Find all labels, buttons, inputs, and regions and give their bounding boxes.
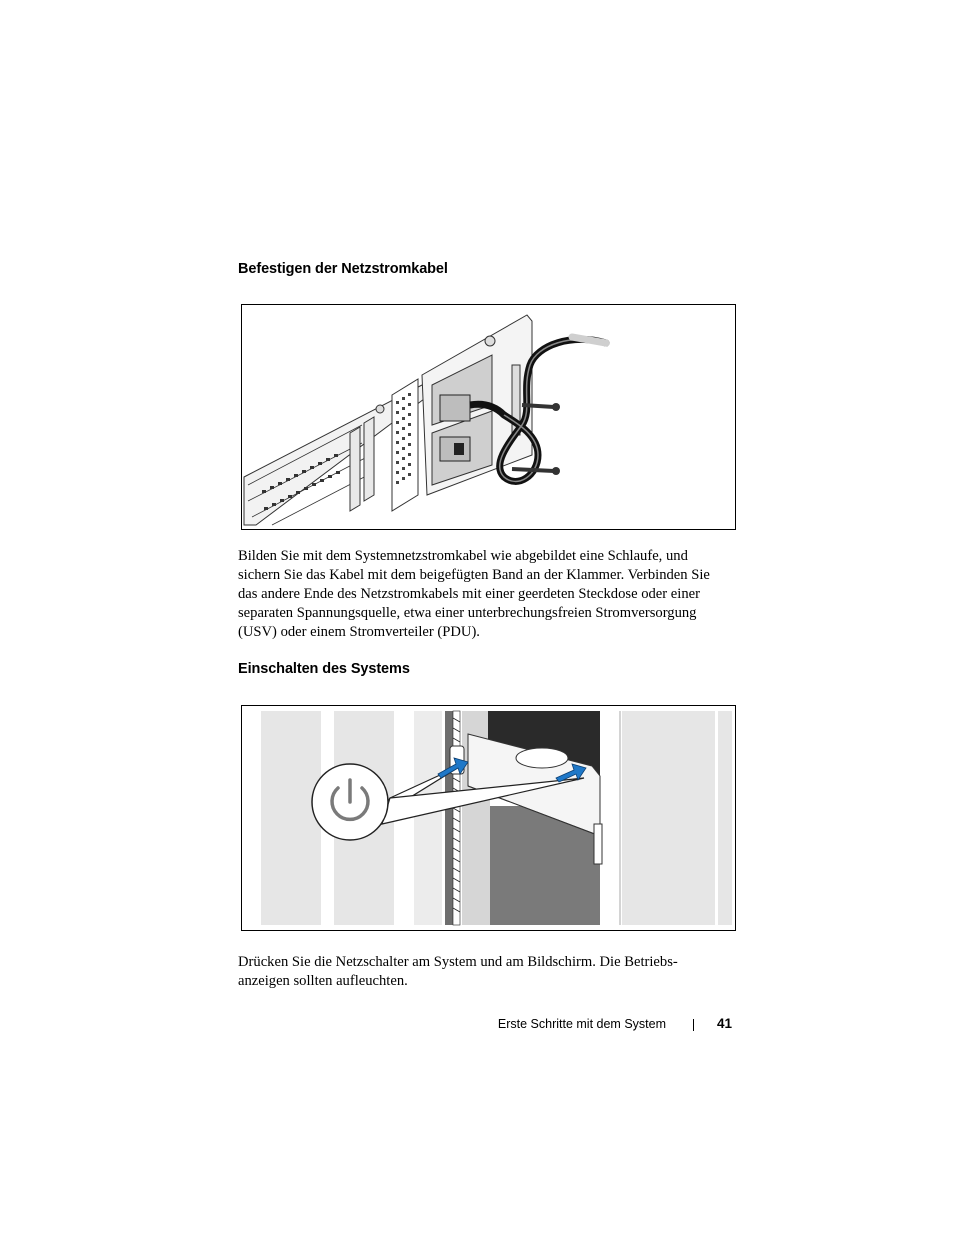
footer-separator [693,1019,694,1031]
paragraph-line: (USV) oder einem Stromverteiler (PDU). [238,624,480,640]
figure-power-on-system [241,705,736,931]
section-heading-power-cables: Befestigen der Netzstromkabel [238,261,448,277]
server-front-icon [242,706,735,930]
footer-section-title: Erste Schritte mit dem System [497,1017,666,1031]
paragraph-power-cables [238,547,738,642]
paragraph-line: Bilden Sie mit dem Systemnetzstromkabel wie abgebildet eine Schlaufe, und [238,548,688,564]
paragraph-power-on [238,953,738,991]
section-heading-power-on: Einschalten des Systems [238,661,410,677]
paragraph-line: anzeigen sollten aufleuchten. [238,973,408,989]
paragraph-line: sichern Sie das Kabel mit dem beigefügten Band an der Klammer. Verbinden Sie [238,567,710,583]
paragraph-line: das andere Ende des Netzstromkabels mit einer geerdeten Steckdose oder einer [238,586,700,602]
paragraph-line: Drücken Sie die Netzschalter am System und am Bildschirm. Die Betriebs- [238,954,678,970]
paragraph-line: separaten Spannungsquelle, etwa einer unterbrechungsfreien Stromversorgung [238,605,697,621]
page-footer [238,1015,734,1035]
server-rear-icon [242,305,735,529]
figure-power-cable-connection [241,304,736,530]
page-number: 41 [716,1016,732,1031]
